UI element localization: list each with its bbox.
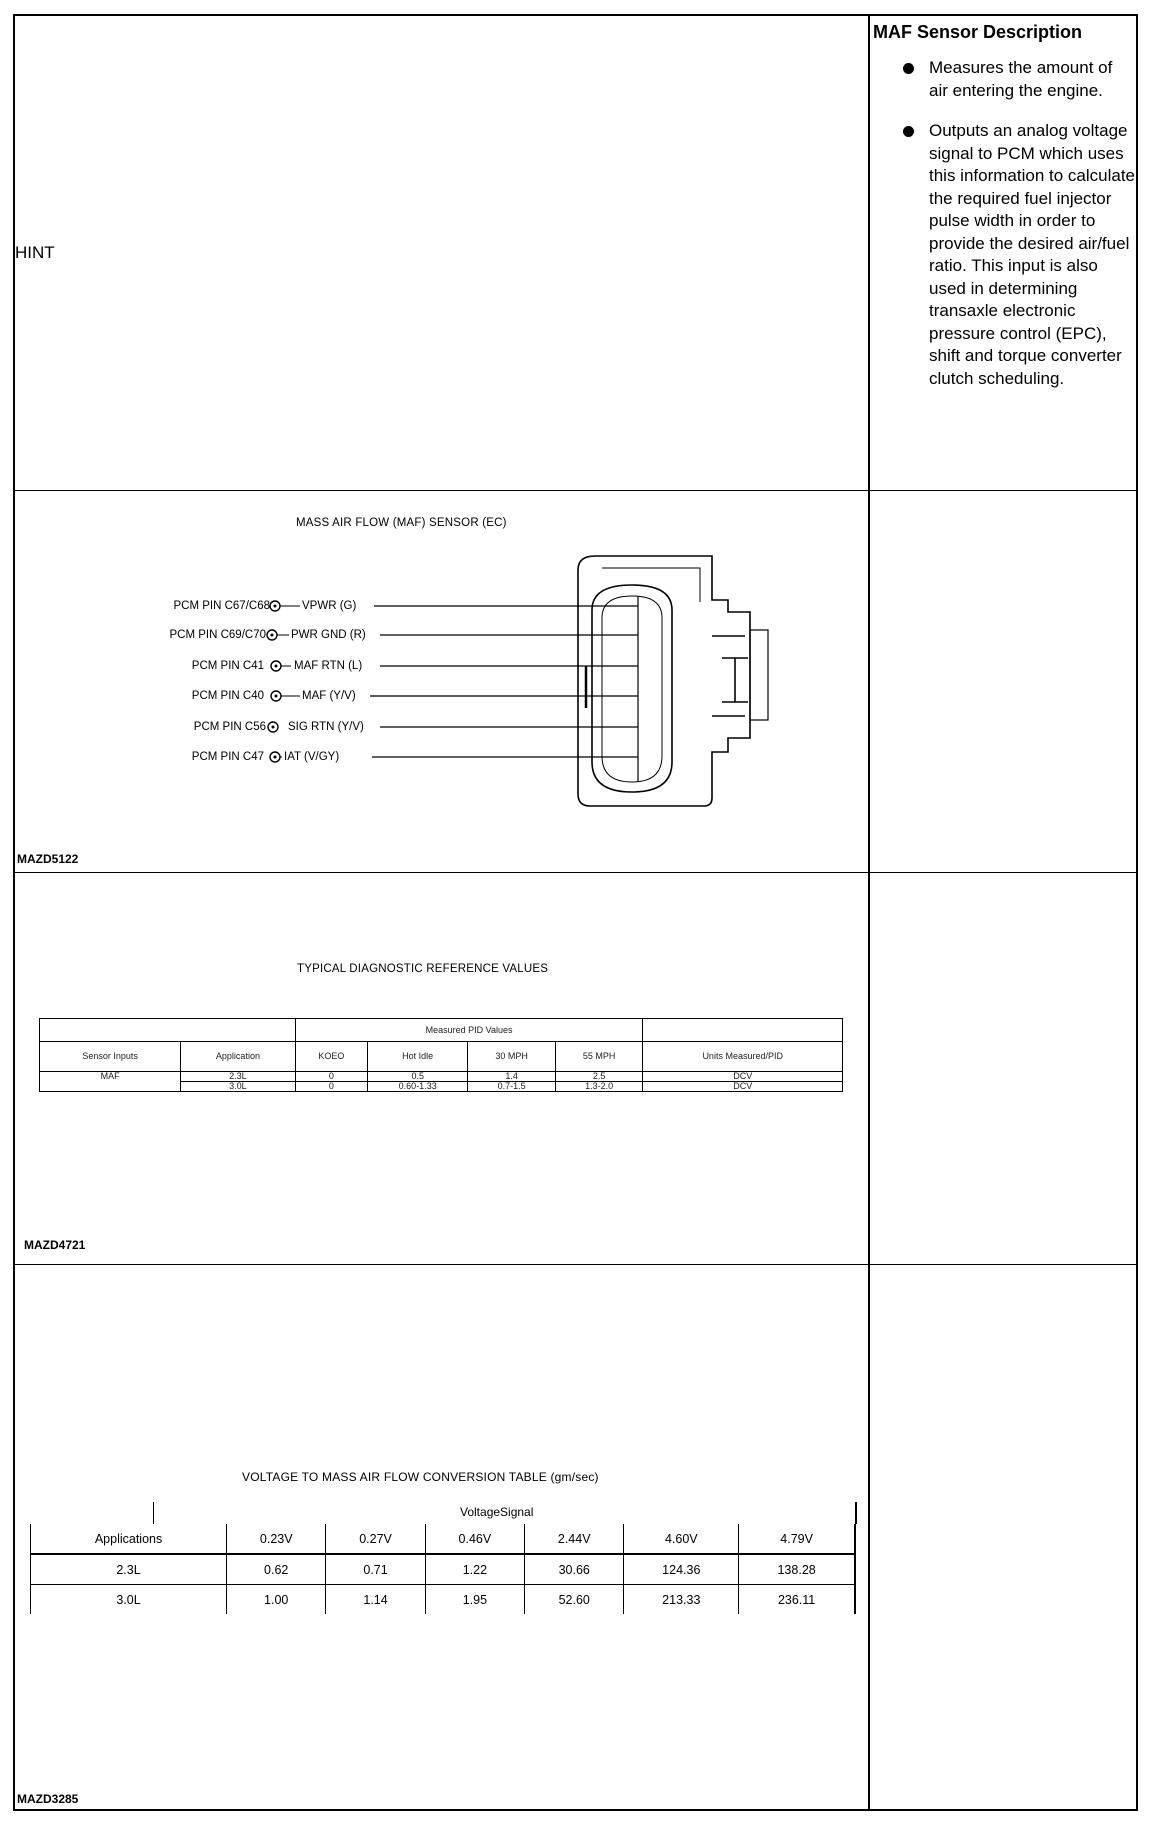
description-bullet [873, 57, 1135, 102]
table-cell: 1.22 [425, 1554, 524, 1585]
connector-outline [578, 556, 768, 806]
group-header: Measured PID Values [295, 1019, 643, 1042]
table-row [40, 1019, 843, 1042]
bullet-icon [903, 126, 914, 137]
wiring-figure-id: MAZD5122 [17, 852, 79, 866]
pcm-pin-label: PCM PIN C41 [191, 660, 264, 672]
pin-row [192, 660, 638, 672]
table-row [40, 1072, 843, 1082]
header-cell: 0.23V [227, 1524, 326, 1554]
header-cell: 2.44V [525, 1524, 624, 1554]
cell-hot-idle: 0.5 [368, 1072, 468, 1082]
row-divider-3 [13, 1264, 1138, 1265]
table-cell: 0.62 [227, 1554, 326, 1585]
table-cell: 138.28 [739, 1554, 855, 1585]
table-cell: 1.14 [326, 1585, 425, 1615]
signal-label: VPWR (G) [302, 600, 357, 612]
header-cell: KOEO [295, 1042, 367, 1072]
cell-koeo: 0 [295, 1082, 367, 1092]
header-cell: Applications [31, 1524, 227, 1554]
header-cell: Hot Idle [368, 1042, 468, 1072]
pin-row [169, 629, 638, 641]
cell-hot-idle: 0.60-1.33 [368, 1082, 468, 1092]
conversion-title: VOLTAGE TO MASS AIR FLOW CONVERSION TABLE (gm/sec) [242, 1470, 599, 1484]
table-row [40, 1042, 843, 1072]
header-cell: Application [181, 1042, 295, 1072]
description-bullet [873, 120, 1135, 390]
pin-row [194, 721, 638, 733]
table-cell: 2.3L [31, 1554, 227, 1585]
reference-title: TYPICAL DIAGNOSTIC REFERENCE VALUES [297, 963, 549, 975]
pcm-pin-label: PCM PIN C69/C70 [169, 629, 266, 641]
header-cell: Units Measured/PID [643, 1042, 843, 1072]
pin-row [192, 751, 638, 763]
table-row [31, 1585, 856, 1615]
voltage-signal-header: VoltageSignal [460, 1505, 534, 1519]
table-cell: 213.33 [624, 1585, 739, 1615]
pin-row [173, 600, 638, 612]
pcm-pin-label: PCM PIN C47 [191, 751, 264, 763]
header-cell: 0.27V [326, 1524, 425, 1554]
conversion-table [30, 1524, 856, 1614]
header-cell: Sensor Inputs [40, 1042, 181, 1072]
cell-application: 2.3L [181, 1072, 295, 1082]
table-cell: 1.00 [227, 1585, 326, 1615]
pcm-pin-label: PCM PIN C40 [191, 690, 264, 702]
cell-application: 3.0L [181, 1082, 295, 1092]
reference-figure-id: MAZD4721 [24, 1238, 86, 1252]
maf-wiring-diagram [0, 490, 868, 872]
bullet-icon [903, 63, 914, 74]
table-cell: 1.95 [425, 1585, 524, 1615]
reference-table [39, 1018, 843, 1092]
cell-30mph: 0.7-1.5 [468, 1082, 556, 1092]
column-divider [868, 14, 870, 1811]
signal-label: MAF (Y/V) [302, 690, 356, 702]
table-cell [40, 1019, 296, 1042]
table-cell: 236.11 [739, 1585, 855, 1615]
table-cell [643, 1019, 843, 1042]
cell-sensor: MAF [40, 1072, 181, 1092]
signal-label: IAT (V/GY) [284, 751, 340, 763]
hint-label: HINT [15, 243, 55, 262]
signal-label: SIG RTN (Y/V) [288, 721, 364, 733]
cell-units: DCV [643, 1082, 843, 1092]
pcm-pin-label: PCM PIN C67/C68 [173, 600, 270, 612]
header-cell: 4.60V [624, 1524, 739, 1554]
pcm-pin-label: PCM PIN C56 [193, 721, 266, 733]
cell-55mph: 2.5 [555, 1072, 643, 1082]
table-cell: 30.66 [525, 1554, 624, 1585]
conversion-figure-id: MAZD3285 [17, 1792, 79, 1806]
header-cell: 4.79V [739, 1524, 855, 1554]
description-title: MAF Sensor Description [873, 22, 1083, 42]
cell-30mph: 1.4 [468, 1072, 556, 1082]
header-cell: 0.46V [425, 1524, 524, 1554]
cell-55mph: 1.3-2.0 [555, 1082, 643, 1092]
wiring-title: MASS AIR FLOW (MAF) SENSOR (EC) [296, 517, 507, 529]
table-row [31, 1524, 856, 1554]
signal-label: MAF RTN (L) [294, 660, 363, 672]
pin-row [192, 690, 638, 702]
cell-koeo: 0 [295, 1072, 367, 1082]
header-divider [153, 1502, 154, 1524]
cell-units: DCV [643, 1072, 843, 1082]
table-cell: 0.71 [326, 1554, 425, 1585]
header-cell: 55 MPH [555, 1042, 643, 1072]
maf-description [873, 20, 1135, 408]
header-divider [855, 1502, 857, 1524]
table-row [31, 1554, 856, 1585]
signal-label: PWR GND (R) [291, 629, 366, 641]
table-cell: 124.36 [624, 1554, 739, 1585]
table-cell: 52.60 [525, 1585, 624, 1615]
row-divider-2 [13, 872, 1138, 873]
bullet-text: Outputs an analog voltage signal to PCM which uses this information to calculate the required fuel injector pulse width in order to provide the desired air/fuel ratio. This input is also used in determining transaxle electronic pressure control (EPC), shift and torque converter clutch scheduling. [929, 121, 1135, 388]
bullet-text: Measures the amount of air entering the engine. [929, 58, 1113, 100]
header-cell: 30 MPH [468, 1042, 556, 1072]
table-cell: 3.0L [31, 1585, 227, 1615]
